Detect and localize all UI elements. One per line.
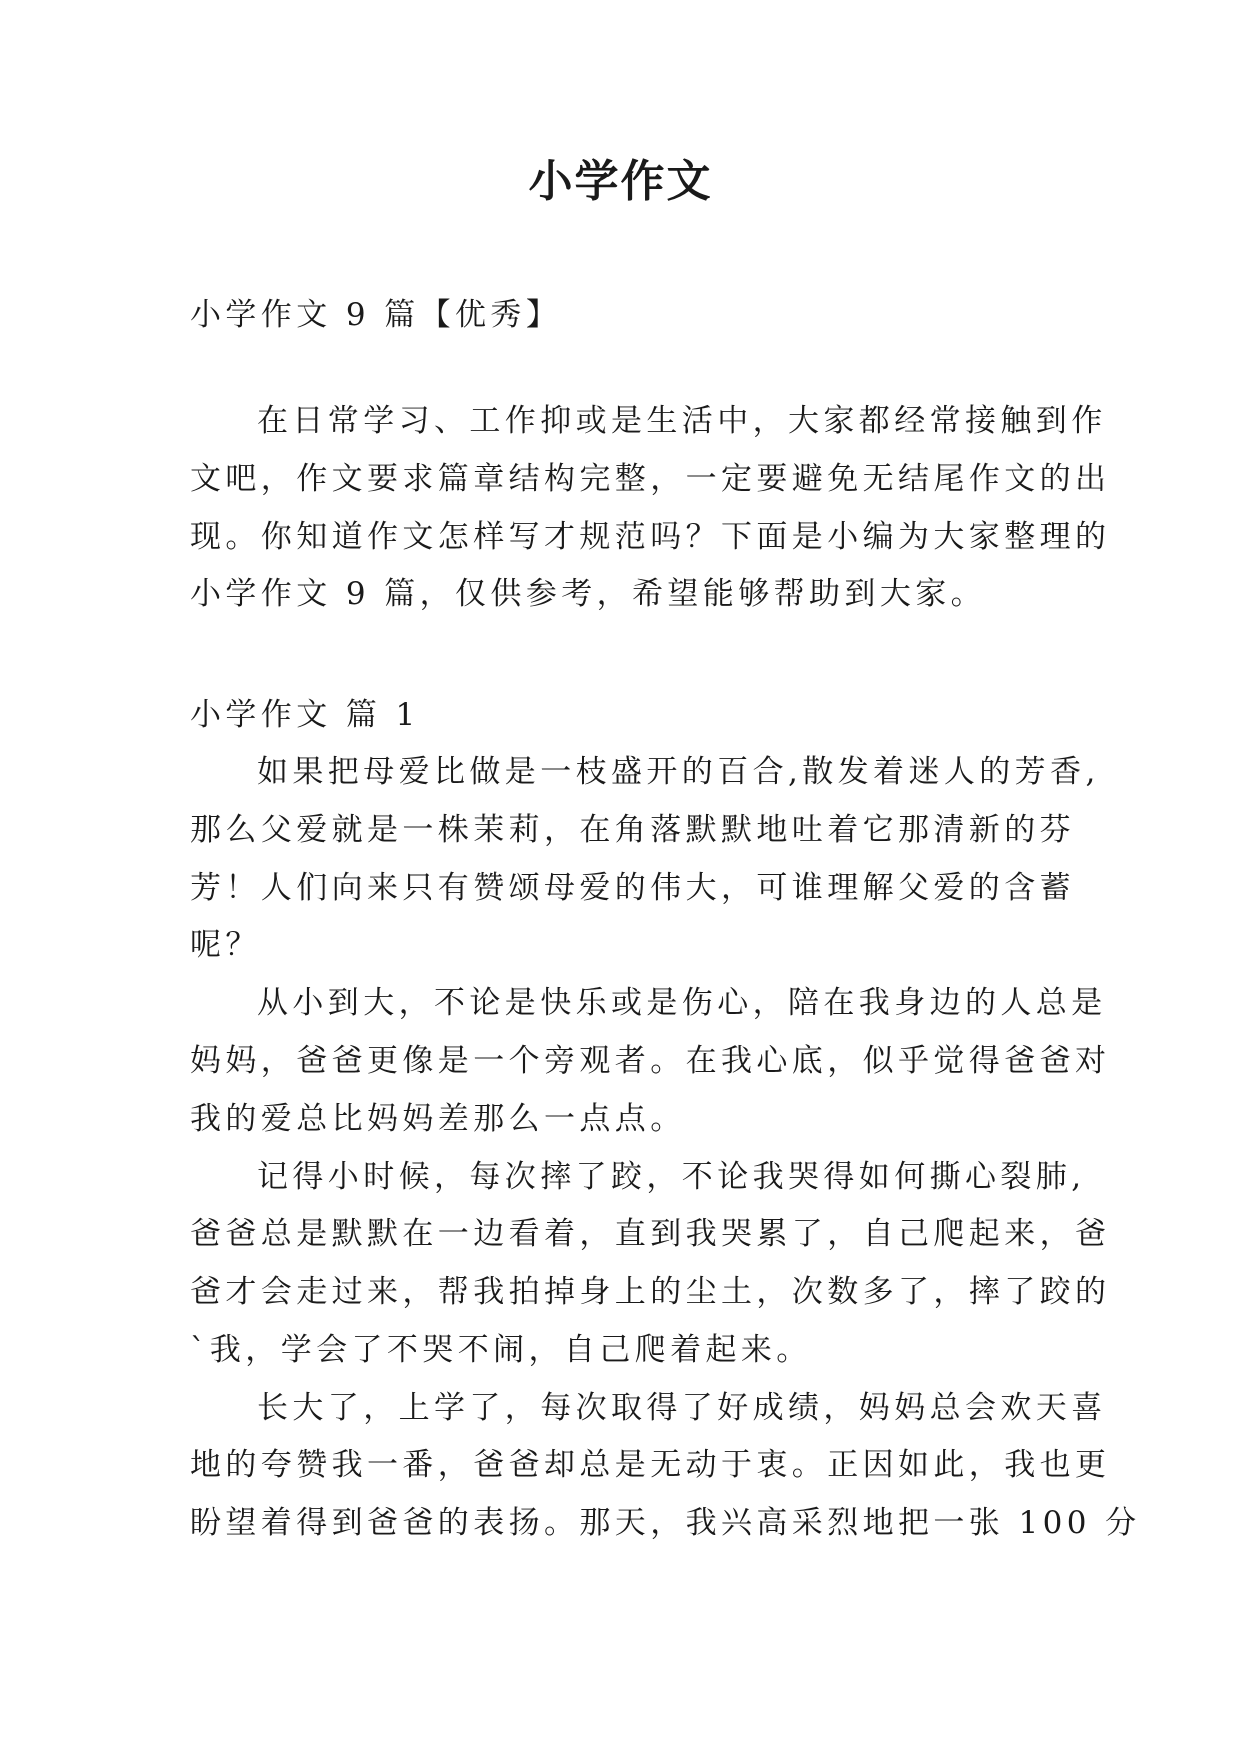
paragraph-line: 呢？ — [190, 927, 261, 963]
paragraph-line: 那么父爱就是一株茉莉，在角落默默地吐着它那清新的芬 — [190, 812, 1075, 848]
paragraph-line: `我，学会了不哭不闹，自己爬着起来。 — [190, 1332, 812, 1368]
paragraph-line: 爸爸总是默默在一边看着，直到我哭累了，自己爬起来，爸 — [190, 1216, 1111, 1252]
paragraph-line: 妈妈，爸爸更像是一个旁观者。在我心底，似乎觉得爸爸对 — [190, 1043, 1111, 1079]
intro-line: 现。你知道作文怎样写才规范吗？下面是小编为大家整理的 — [190, 519, 1111, 555]
paragraph-line: 从小到大，不论是快乐或是伤心，陪在我身边的人总是 — [257, 985, 1107, 1021]
paragraph-line: 记得小时候，每次摔了跤，不论我哭得如何撕心裂肺, — [257, 1159, 1086, 1195]
intro-line: 在日常学习、工作抑或是生活中，大家都经常接触到作 — [257, 403, 1107, 439]
intro-line: 文吧，作文要求篇章结构完整，一定要避免无结尾作文的出 — [190, 461, 1111, 497]
paragraph-line: 爸才会走过来，帮我拍掉身上的尘土，次数多了，摔了跤的 — [190, 1274, 1111, 1310]
intro-line: 小学作文 9 篇，仅供参考，希望能够帮助到大家。 — [190, 576, 987, 612]
paragraph-line: 如果把母爱比做是一枝盛开的百合,散发着迷人的芳香, — [257, 754, 1100, 790]
document-subtitle: 小学作文 9 篇【优秀】 — [190, 297, 562, 333]
paragraph-line: 芳！人们向来只有赞颂母爱的伟大，可谁理解父爱的含蓄 — [190, 870, 1075, 906]
paragraph-line: 长大了，上学了，每次取得了好成绩，妈妈总会欢天喜 — [257, 1390, 1107, 1426]
paragraph-line: 我的爱总比妈妈差那么一点点。 — [190, 1101, 686, 1137]
paragraph-line: 地的夸赞我一番，爸爸却总是无动于衷。正因如此，我也更 — [190, 1447, 1111, 1483]
document-title: 小学作文 — [528, 156, 713, 207]
paragraph-line: 盼望着得到爸爸的表扬。那天，我兴高采烈地把一张 100 分 — [190, 1505, 1141, 1541]
section-heading: 小学作文 篇 1 — [190, 697, 420, 733]
